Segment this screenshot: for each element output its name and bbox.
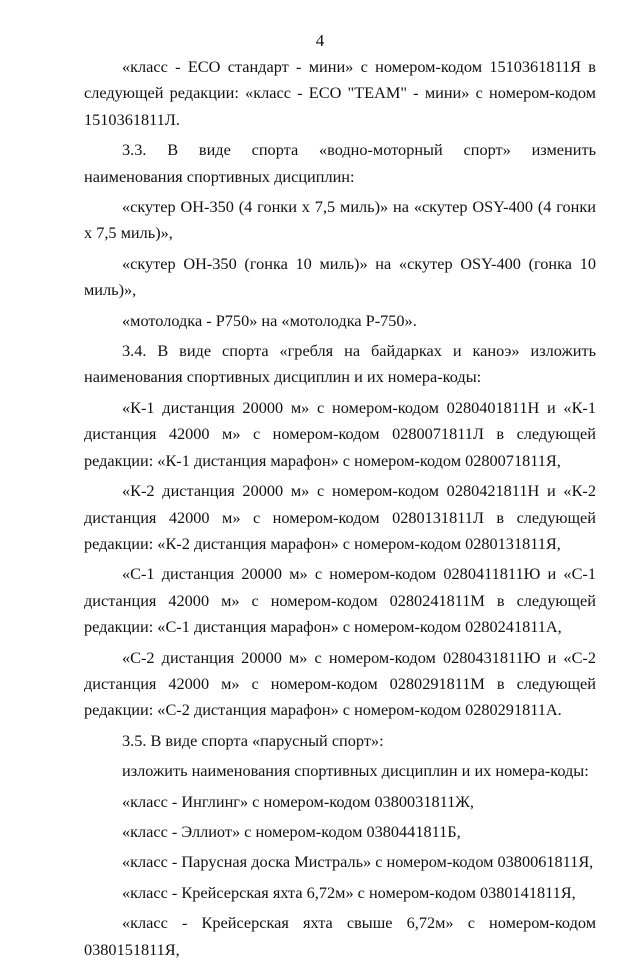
paragraph-c1: «С-1 дистанция 20000 м» с номером-кодом 0280411811Ю и «С-1 дистанция 42000 м» с номером-кодом 0280241811М в следующей редакции: «С-1 дистанция марафон» с номером-кодом 0280241811А, — [84, 564, 596, 637]
paragraph-k1: «К-1 дистанция 20000 м» с номером-кодом 0280401811Н и «К-1 дистанция 42000 м» с номером-кодом 0280071811Л в следующей редакции: «К-1 дистанция марафон» с номером-кодом 0280071811Я, — [84, 397, 596, 470]
paragraph-k2: «К-2 дистанция 20000 м» с номером-кодом 0280421811Н и «К-2 дистанция 42000 м» с номером-кодом 0280131811Л в следующей редакции: «К-2 дистанция марафон» с номером-кодом 0280131811Я, — [84, 481, 596, 553]
paragraph-scooter-2: «скутер OH-350 (гонка 10 миль)» на «скутер OSY-400 (гонка 10 миль)», — [84, 253, 596, 300]
paragraph-class-elliott: «класс - Эллиот» с номером-кодом 0380441811Б, — [122, 821, 461, 841]
paragraph-eco-class: «класс - ECO стандарт - мини» с номером-кодом 1510361811Я в следующей редакции: «класс - ECO "TEAM" - мини» с номером-кодом 1510361811Л. — [84, 57, 596, 129]
paragraph-class-yngling: «класс - Инглинг» с номером-кодом 0380031811Ж, — [122, 791, 474, 811]
paragraph-c2: «С-2 дистанция 20000 м» с номером-кодом 0280431811Ю и «С-2 дистанция 42000 м» с номером-кодом 0280291811М в следующей редакции: «С-2 дистанция марафон» с номером-кодом 0280291811А. — [84, 647, 596, 720]
paragraph-3-3: 3.3. В виде спорта «водно-моторный спорт» изменить наименования спортивных дисциплин: — [84, 140, 596, 186]
paragraph-class-mistral: «класс - Парусная доска Мистраль» с номером-кодом 0380061811Я, — [122, 852, 594, 872]
paragraph-3-5: 3.5. В виде спорта «парусный спорт»: — [122, 730, 384, 750]
paragraph-class-cruiser-over-672: «класс - Крейсерская яхта свыше 6,72м» с номером-кодом 0380151811Я, — [84, 913, 596, 959]
paragraph-class-cruiser-672: «класс - Крейсерская яхта 6,72м» с номером-кодом 0380141811Я, — [122, 882, 576, 902]
paragraph-state-names: изложить наименования спортивных дисциплин и их номера-коды: — [122, 761, 589, 781]
paragraph-scooter-1: «скутер OH-350 (4 гонки х 7,5 миль)» на «скутер OSY-400 (4 гонки х 7,5 миль)», — [84, 197, 596, 243]
paragraph-motorboat: «мотолодка - P750» на «мотолодка P-750». — [122, 310, 417, 330]
page-number: 4 — [315, 31, 325, 50]
document-body — [84, 54, 596, 963]
paragraph-3-4: 3.4. В виде спорта «гребля на байдарках и каноэ» изложить наименования спортивных дисциплин и их номера-коды: — [84, 341, 596, 387]
